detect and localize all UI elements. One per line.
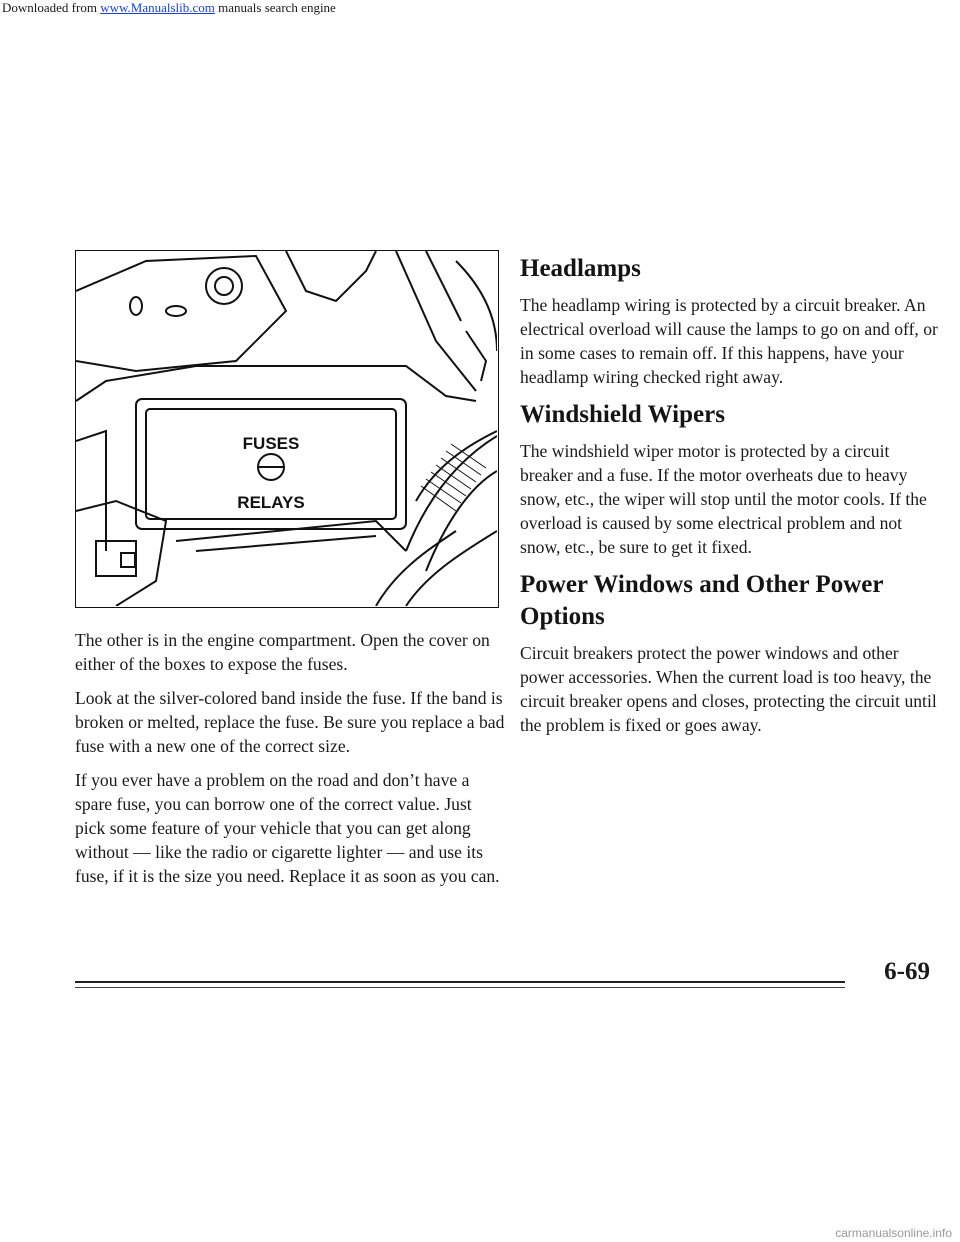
paragraph-windshield-wipers: The windshield wiper motor is protected by a circuit breaker and a fuse. If the motor overheats due to heavy snow, etc., the wiper will stop until the motor cools. If the overload is caused by some electrical problem and not snow, etc., be sure to get it fixed. bbox=[520, 441, 927, 557]
fuse-box-illustration bbox=[75, 250, 499, 608]
page-number: 6-69 bbox=[884, 958, 930, 985]
paragraph-spare-fuse: If you ever have a problem on the road and don’t have a spare fuse, you can borrow one of the correct value. Just pick some feature of your vehicle that you can get along without — like the radio or cigarette lighter — and use its fuse, if it is the size you need. Replace it as soon as you can. bbox=[75, 770, 500, 886]
left-column bbox=[75, 628, 505, 898]
download-header bbox=[0, 0, 960, 18]
header-suffix: manuals search engine bbox=[214, 0, 336, 15]
paragraph-headlamps: The headlamp wiring is protected by a circuit breaker. An electrical overload will cause the lamps to go on and off, or in some cases to remain off. If this happens, have your headlamp wiring checked right away. bbox=[520, 295, 938, 387]
footer-rule-thick bbox=[75, 981, 845, 983]
right-column bbox=[520, 253, 940, 747]
heading-power-windows: Power Windows and Other Power Options bbox=[520, 571, 883, 630]
paragraph-engine-compartment: The other is in the engine compartment. Open the cover on either of the boxes to expose the fuses. bbox=[75, 630, 490, 674]
footer-rule bbox=[75, 975, 930, 995]
paragraph-silver-band: Look at the silver-colored band inside the fuse. If the band is broken or melted, replace the fuse. Be sure you replace a bad fuse with a new one of the correct size. bbox=[75, 688, 505, 756]
relays-label: RELAYS bbox=[237, 493, 305, 512]
header-prefix: Downloaded from bbox=[2, 0, 101, 15]
heading-headlamps: Headlamps bbox=[520, 255, 641, 282]
paragraph-power-windows: Circuit breakers protect the power windows and other power accessories. When the current load is too heavy, the circuit breaker opens and closes, protecting the circuit until the problem is fixed or goes away. bbox=[520, 643, 937, 735]
heading-windshield-wipers: Windshield Wipers bbox=[520, 401, 725, 428]
manualslib-link[interactable]: www.Manualslib.com bbox=[100, 0, 215, 15]
watermark: carmanualsonline.info bbox=[835, 1226, 952, 1240]
footer-rule-thin bbox=[75, 987, 845, 988]
fuses-label: FUSES bbox=[242, 434, 300, 453]
engine-compartment-drawing bbox=[76, 251, 497, 606]
